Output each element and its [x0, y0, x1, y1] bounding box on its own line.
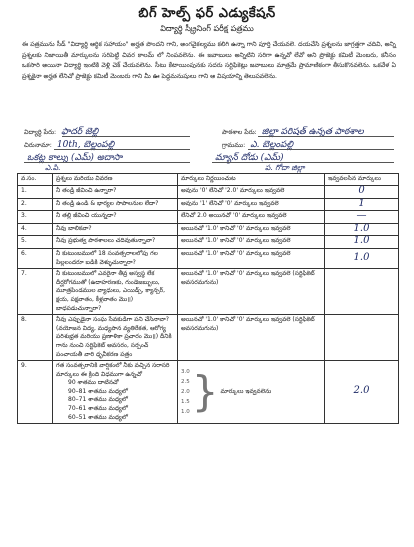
row-criteria: అయినచో '1.0' కానిచో '0' మార్కులు ఇవ్వవలె	[178, 236, 325, 249]
grade-option: 90–81 శాతము మధ్యలో	[68, 387, 128, 395]
scale-values	[181, 367, 190, 417]
screening-table	[17, 173, 399, 424]
grade-option: 80–71 శాతము మధ్యలో	[68, 396, 128, 404]
table-row	[18, 236, 399, 249]
student-name-field: విద్యార్థి పేరు: ఫాదర్ జెల్లి	[24, 127, 99, 137]
grade-scale	[181, 367, 321, 417]
row-score[interactable]	[325, 223, 399, 236]
village-field: గ్రామము: ఎ. బెల్లంపల్లి	[222, 140, 294, 150]
row-criteria: అవును '1' లేనిచో '0' మార్కులు ఇవ్వవలె	[178, 198, 325, 211]
form-subtitle: విద్యార్థి స్క్రీనింగ్ పరీక్ష పత్రము	[160, 24, 254, 33]
student-name-underline	[62, 136, 190, 137]
school-name-value[interactable]: జిల్లా పరిషత్ ఉన్నత పాఠశాల	[261, 127, 364, 137]
score-value: 2.0	[353, 385, 370, 397]
row-number: 3.	[18, 211, 53, 224]
address-line3-right-value[interactable]: మ్యాన్ దోడు (ఎమ్)	[215, 153, 284, 163]
row-question: నీ తండ్రి ఉండి & భార్యల సాపాలనుల లేదా?	[53, 198, 178, 211]
school-name-underline	[258, 136, 394, 137]
table-row	[18, 223, 399, 236]
score-value: 1.0	[353, 235, 370, 247]
table-row	[18, 248, 399, 268]
form-title: బిగ్ హెల్ప్ ఫర్ ఎడ్యుకేషన్	[138, 6, 276, 21]
row-number: 9.	[18, 361, 53, 424]
table-row	[18, 361, 399, 424]
row-criteria: అవును '0' లేనిచో '2.0' మార్కులు ఇవ్వవలె	[178, 186, 325, 199]
row-number: 1.	[18, 186, 53, 199]
score-value: 1	[358, 197, 365, 209]
row-score[interactable]	[325, 361, 399, 424]
village-value[interactable]: ఎ. బెల్లంపల్లి	[250, 140, 294, 150]
row-criteria: లేనిచో 2.0 అయినచో '0' మార్కులు ఇవ్వవలె	[178, 211, 325, 224]
table-row	[18, 315, 399, 361]
village-underline	[248, 149, 394, 150]
address-underline	[54, 149, 190, 150]
score-value: 1.0	[353, 222, 370, 234]
address-line4-left-value[interactable]: ఎ.పి.	[45, 163, 61, 172]
scale-value: 2.5	[181, 379, 190, 386]
table-row	[18, 198, 399, 211]
row-question	[53, 361, 178, 424]
address-line3-left-value[interactable]: ఒకట్ల కాల్ను (ఎమ్) అదాసా	[27, 153, 123, 163]
score-value: —	[356, 210, 367, 222]
row-question: నీవు ప్రభుత్వ పాఠశాలలు చదివుతున్నావా?	[53, 236, 178, 249]
table-row	[18, 269, 399, 315]
header-criteria: మార్కులు నిర్ణయించుట	[178, 174, 325, 186]
row-number: 4.	[18, 223, 53, 236]
grade-option: 90 శాతము దాటినచో	[68, 379, 119, 387]
table-row	[18, 186, 399, 199]
row-question: నీవు బాలికవా?	[53, 223, 178, 236]
row-score[interactable]	[325, 248, 399, 268]
scale-value: 1.5	[181, 399, 190, 406]
address-line3-left	[24, 153, 122, 165]
school-name-label: పాఠశాల పేరు	[222, 129, 255, 136]
row-criteria: అయినచో '1.0' కానిచో '0' మార్కులు ఇవ్వవలె (సర్టిఫికెట్ అవసరమగును)	[178, 269, 325, 315]
row-question: నీవు ఎప్పుడైనా సంఘ సేవకుడిగా పని చేసినావా? (వయోజన విద్య, మధ్యపాన వ్యతిరేకత, ఆరోగ్య పరిశుభ్రత మరియు ప్రణాళికా ప్రచారం మొ॥) దీనికి గాను నుంచి సర్టిఫికెట్ అవసరం, సర్పంచ్ పంచాయతీ వారి ధృవీకరణ పత్రం	[53, 315, 178, 361]
score-value: 0	[358, 185, 365, 196]
row-number: 7.	[18, 269, 53, 315]
row-criteria: అయినచో '1.0' కానిచో '0' మార్కులు ఇవ్వవలె	[178, 223, 325, 236]
row-number: 5.	[18, 236, 53, 249]
row-criteria	[178, 361, 325, 424]
village-label: గ్రామము	[222, 142, 244, 149]
student-name-value[interactable]: ఫాదర్ జెల్లి	[61, 127, 99, 137]
row-question: నీ కుటుంబములో 18 సంవత్సరాలలోపు గల పిల్లలందరూ బడికి వెళ్ళుచున్నారా?	[53, 248, 178, 268]
brace-icon: }	[191, 367, 219, 417]
table-header-row	[18, 174, 399, 186]
row-score[interactable]	[325, 315, 399, 361]
row-question: నీ కుటుంబములో ఎవరైనా తీవ్ర అస్వస్థ లేక దీర్ఘరోగముతో (ఉదాహరణకు, గుండెజబ్బులు, మూత్రపిండముల వ్యాధులు, ఎయిడ్స్, క్యాన్సర్, క్షయ, పక్షవాతం, కీళ్లవాతం మొ॥) బాధపడుచున్నారా?	[53, 269, 178, 315]
scale-value: 3.0	[181, 369, 190, 376]
row-number: 6.	[18, 248, 53, 268]
score-value: 1.0	[353, 251, 370, 263]
row-criteria: అయినచో '1.0' కానిచో '0' మార్కులు ఇవ్వవలె (సర్టిఫికెట్ అవసరమగును)	[178, 315, 325, 361]
row-question: నీ తండ్రి జీవించి ఉన్నారా?	[53, 186, 178, 199]
row-score[interactable]	[325, 269, 399, 315]
header-serial: వ.సం.	[18, 174, 53, 186]
scale-value: 2.0	[181, 389, 190, 396]
address-line4-right-value[interactable]: ప. గోదా జిల్లా	[265, 163, 305, 172]
scale-value: 1.0	[181, 409, 190, 416]
instructions-paragraph: ఈ పత్రమును సీడ్ "విద్యార్థి ఆర్థిక సహాయం" అర్హత పొందని గాని, అంగవైకల్యము కలిగి ఉన్నా గాని పూర్తి చేయవలె. దయచేసి ప్రశ్నలను జాగ్రత్తగా చదివి, అన్ని ప్రశ్నలకు నిజాయితీ మార్కులను సరిపెట్టి చివర కాలమ్ లో నింపవలెను. ఈ జవాబులు అన్నిటిని సరిగా ఉన్నవో లేవో అని ప్రొజెక్టు కమిటీ మెంబరు, కనీసం ఒకసారి అయినా విద్యార్థి ఇంటికి వెళ్లి చెక్ చేయవలెను. సీటు కేటాయింపునకు సదరు సర్టిఫికెట్లు జవాబులు మాత్రమే ప్రామాణికంగా తీసుకొనవలెను. ఒకవేళ ఏ ప్రశ్నకైనా అర్హత లేనిచో ప్రాజెక్టు కమిటీ మెంబరు గాని మీ ఊ పెద్దమనుషులు గాని ఆ విషయాన్ని తెలుపవలెను.	[22, 41, 396, 80]
grade-option: 70–61 శాతము మధ్యలో	[68, 405, 128, 413]
header-score: ఇవ్వవలసిన మార్కులు	[325, 174, 399, 186]
address-value[interactable]: 10th, బెల్లంపల్లి	[56, 140, 115, 150]
row-score[interactable]	[325, 236, 399, 249]
school-name-field: పాఠశాల పేరు: జిల్లా పరిషత్ ఉన్నత పాఠశాల	[222, 127, 364, 137]
table-row	[18, 211, 399, 224]
row-question: నీ తల్లి జీవించి యున్నదా?	[53, 211, 178, 224]
row-score[interactable]	[325, 186, 399, 199]
grade-option: 60–51 శాతము మధ్యలో	[68, 413, 128, 421]
header-question: ప్రశ్నలు మరియు వివరణ	[53, 174, 178, 186]
row-question-text: గత సంవత్సరానికి వార్షికంలో నీకు వచ్చిన సరాసరి మార్కులు ఈ క్రింది విధముగా ఉన్నచో	[56, 362, 170, 378]
row-score[interactable]	[325, 198, 399, 211]
address-label: చిరునామా	[24, 142, 50, 149]
row-number: 2.	[18, 198, 53, 211]
row-score[interactable]	[325, 211, 399, 224]
row-criteria: అయినచో '1.0' కానిచో '0' మార్కులు ఇవ్వవలె	[178, 248, 325, 268]
row-number: 8.	[18, 315, 53, 361]
student-name-label: విద్యార్థి పేరు	[24, 129, 55, 136]
address-field: చిరునామా: 10th, బెల్లంపల్లి	[24, 140, 115, 150]
row-criteria-text: మార్కులు ఇవ్వవలెను	[220, 387, 272, 395]
